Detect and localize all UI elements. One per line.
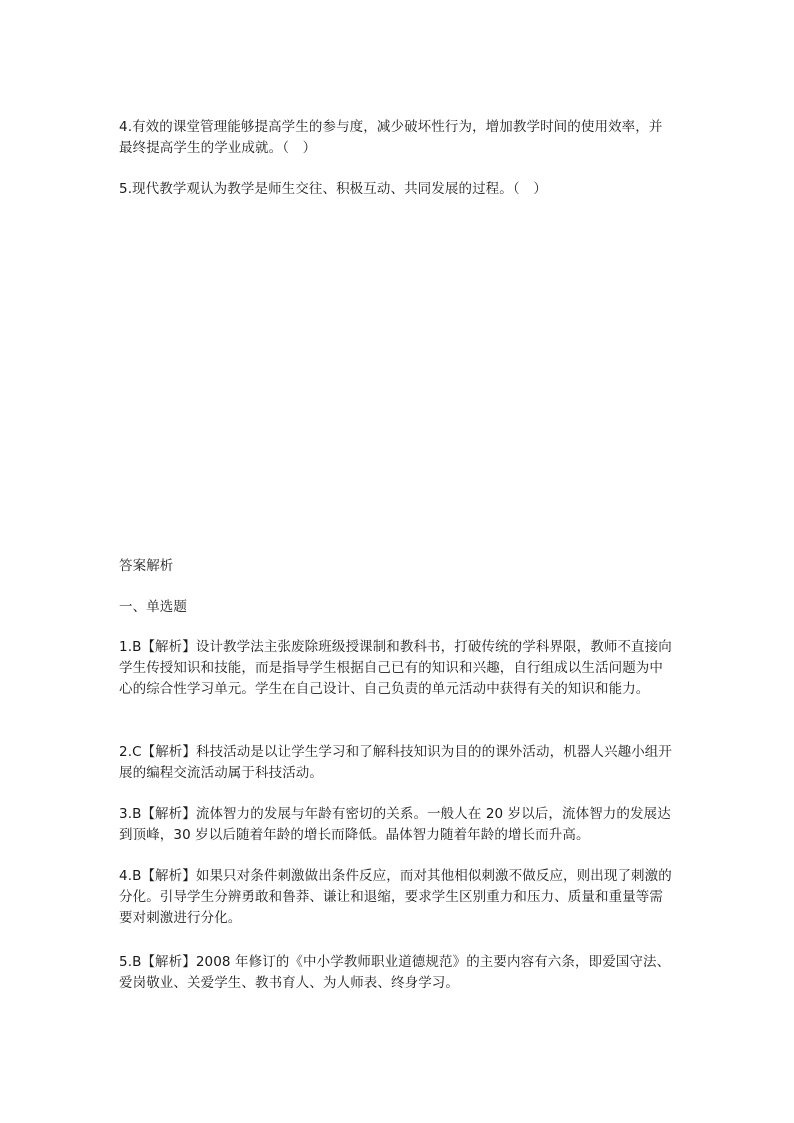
- answer-3: 3.B【解析】流体智力的发展与年龄有密切的关系。一般人在 20 岁以后，流体智力的发展达到顶峰，30 岁以后随着年龄的增长而降低。晶体智力随着年龄的增长而升高。: [119, 806, 671, 843]
- answer-4: 4.B【解析】如果只对条件刺激做出条件反应，而对其他相似刺激不做反应，则出现了刺激的分化。引导学生分辨勇敢和鲁莽、谦让和退缩，要求学生区别重力和压力、质量和重量等需要对刺激进行分化。: [119, 868, 672, 926]
- answer-1: 1.B【解析】设计教学法主张废除班级授课制和教科书，打破传统的学科界限，教师不直接向学生传授知识和技能，而是指导学生根据自己已有的知识和兴趣，自行组成以生活问题为中心的综合性学习单元。学生在自己设计、自己负责的单元活动中获得有关的知识和能力。: [119, 639, 672, 697]
- answer-section-title: 答案解析: [119, 558, 174, 574]
- question-4: 4.有效的课堂管理能够提高学生的参与度，减少破坏性行为，增加教学时间的使用效率，并最终提高学生的学业成就。（ ）: [119, 119, 663, 156]
- question-5: 5.现代教学观认为教学是师生交往、积极互动、共同发展的过程。（ ）: [119, 181, 547, 197]
- answer-2: 2.C【解析】科技活动是以让学生学习和了解科技知识为目的的课外活动，机器人兴趣小组开展的编程交流活动属于科技活动。: [119, 744, 673, 781]
- answer-5: 5.B【解析】2008 年修订的《中小学教师职业道德规范》的主要内容有六条，即爱国守法、爱岗敬业、关爱学生、教书育人、为人师表、终身学习。: [119, 954, 671, 991]
- single-choice-heading: 一、单选题: [119, 599, 187, 615]
